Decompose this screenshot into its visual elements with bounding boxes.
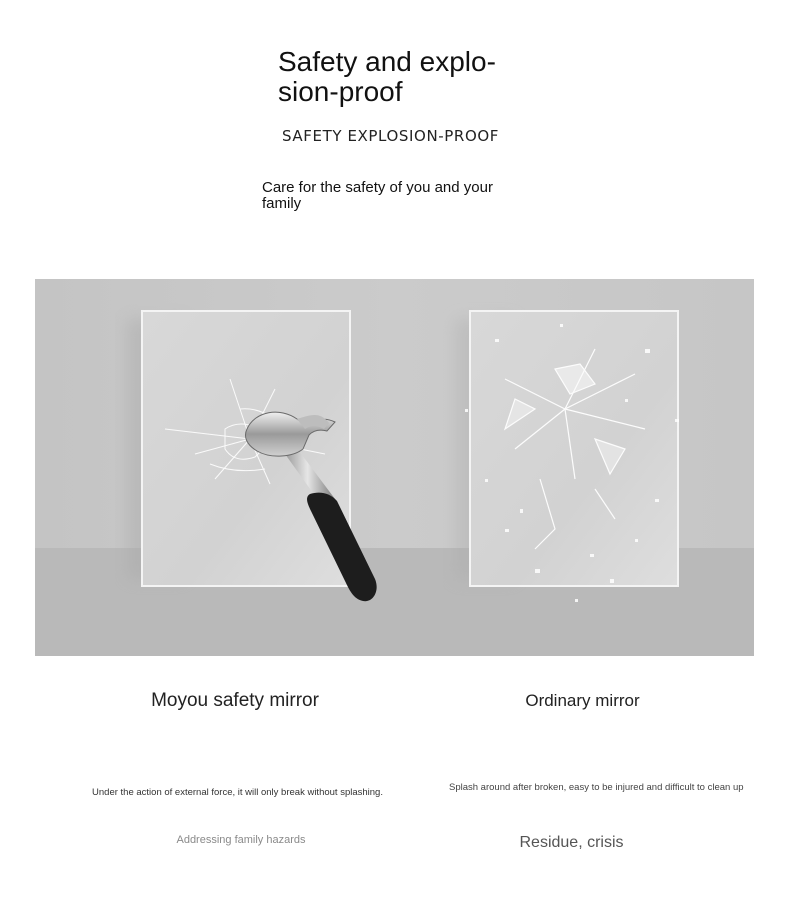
ordinary-mirror-panel xyxy=(465,311,679,602)
safety-mirror-description: Under the action of external force, it will only break without splashing. xyxy=(92,787,383,798)
ordinary-mirror-description: Splash around after broken, easy to be injured and difficult to clean up xyxy=(449,782,744,793)
safety-mirror-footer: Addressing family hazards xyxy=(176,834,306,846)
ordinary-mirror-label: Ordinary mirror xyxy=(525,691,640,710)
safety-mirror-panel xyxy=(142,311,350,586)
page-subtitle: SAFETY EXPLOSION-PROOF xyxy=(282,127,499,145)
page-title: Safety and explo-sion-proof xyxy=(278,46,496,107)
comparison-illustration xyxy=(35,279,754,656)
safety-mirror-label: Moyou safety mirror xyxy=(151,690,319,711)
page-tagline: Care for the safety of you and your family xyxy=(262,179,493,212)
ordinary-mirror-footer: Residue, crisis xyxy=(519,834,624,851)
